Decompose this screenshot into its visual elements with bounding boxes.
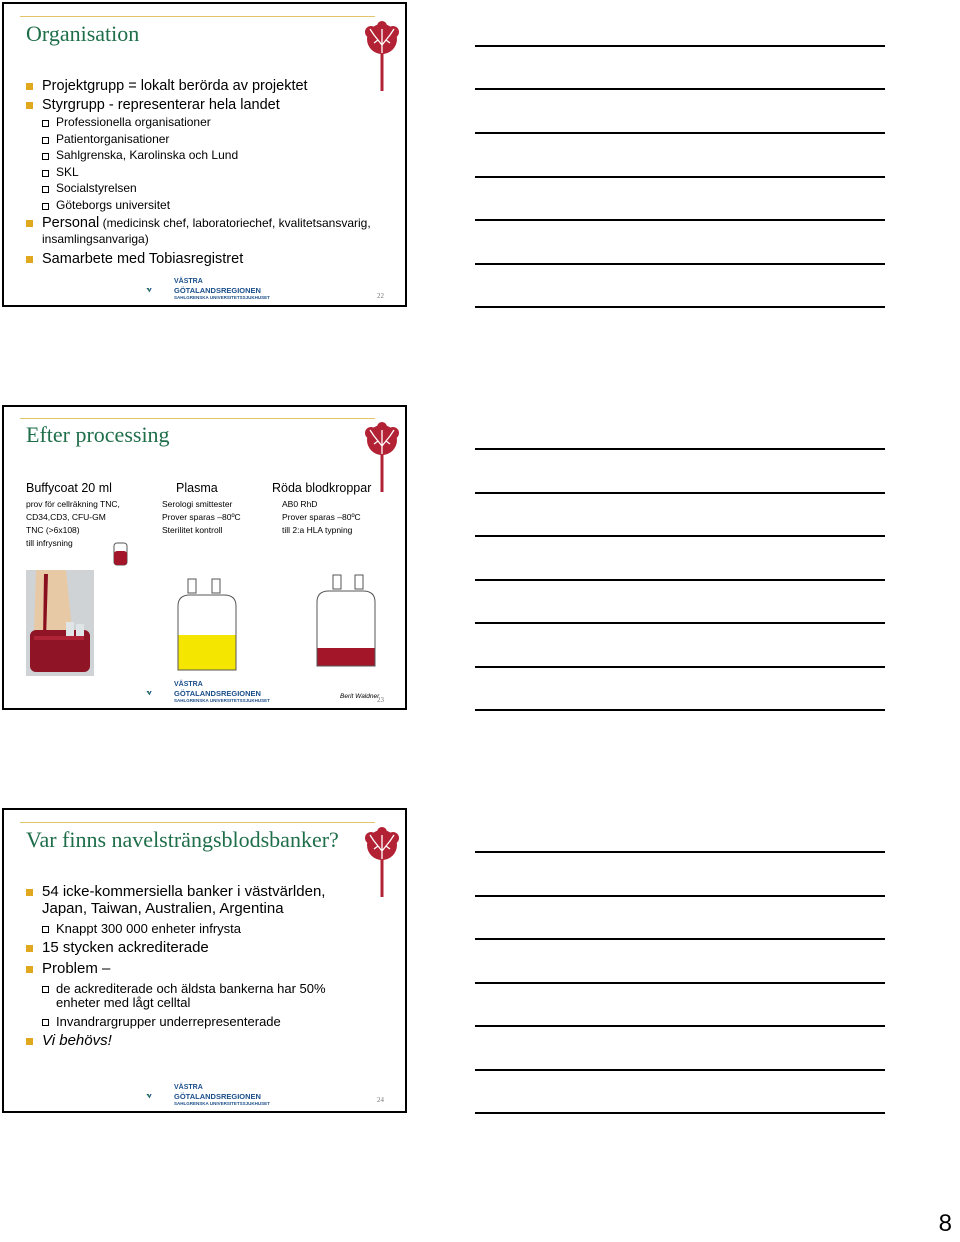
vgr-logo-line1: VÄSTRA (174, 278, 203, 285)
note-line (475, 851, 885, 853)
red-cells-details (282, 498, 361, 537)
vgr-logo (146, 277, 274, 303)
slide-23[interactable] (2, 405, 407, 710)
tree-logo-icon (362, 824, 402, 902)
slide-number: 23 (377, 696, 384, 704)
note-line (475, 492, 885, 494)
vgr-logo-line2: GÖTALANDSREGIONEN (174, 1092, 261, 1101)
vgr-logo-line1: VÄSTRA (174, 1084, 203, 1091)
buffycoat-heading: Buffycoat 20 ml (26, 481, 112, 495)
detail-line: CD34,CD3, CFU-GM (26, 512, 106, 522)
bullet-item: 15 stycken ackrediterade (26, 940, 365, 957)
bullet-secondary-text: (medicinsk chef, laboratoriechef, kvalitetsansvarig, insamlingsanvariga) (42, 216, 371, 247)
vgr-logo-line3: SAHLGRENSKA UNIVERSITETSSJUKHUSET (174, 295, 270, 300)
note-line (475, 219, 885, 221)
bullet-item (26, 215, 385, 247)
bullet-item: Problem – (26, 961, 365, 978)
note-line (475, 535, 885, 537)
note-line (475, 306, 885, 308)
plasma-bag-icon (174, 578, 240, 674)
bullet-item: Projektgrupp = lokalt berörda av projektet (26, 78, 385, 94)
note-line (475, 1069, 885, 1071)
sample-tube-icon (112, 542, 130, 568)
title-rule (20, 16, 375, 17)
page-number: 8 (938, 1210, 952, 1237)
slide-title: Var finns navelsträngsblodsbanker? (26, 827, 339, 852)
author-signature: Berit Waldner (340, 693, 380, 700)
note-line (475, 709, 885, 711)
sub-bullet-item: SKL (26, 166, 385, 179)
note-line (475, 622, 885, 624)
bullet-item: Vi behövs! (26, 1033, 365, 1050)
detail-line: till 2:a HLA typning (282, 525, 353, 535)
note-line (475, 176, 885, 178)
vgr-logo (146, 680, 274, 706)
plasma-details (162, 498, 241, 537)
bullet-list (26, 78, 385, 267)
note-line (475, 579, 885, 581)
slide-number: 22 (377, 292, 384, 300)
note-line (475, 895, 885, 897)
note-line (475, 666, 885, 668)
sub-bullet-item: Patientorganisationer (26, 133, 385, 146)
note-line (475, 1112, 885, 1114)
vgr-logo-icon (146, 1083, 174, 1109)
note-line (475, 1025, 885, 1027)
detail-line: TNC (>6x108) (26, 525, 80, 535)
detail-line: till infrysning (26, 538, 73, 548)
title-rule (20, 822, 375, 823)
slide-title: Efter processing (26, 422, 170, 447)
detail-line: Sterilitet kontroll (162, 525, 223, 535)
sub-bullet-item: de ackrediterade och äldsta bankerna har 50% enheter med lågt celltal (26, 982, 365, 1011)
detail-line: prov för cellräkning TNC, (26, 499, 120, 509)
slide-number: 24 (377, 1096, 384, 1104)
buffycoat-details (26, 498, 120, 550)
note-line (475, 132, 885, 134)
vgr-logo-line2: GÖTALANDSREGIONEN (174, 286, 261, 295)
vgr-logo-line1: VÄSTRA (174, 681, 203, 688)
vgr-logo (146, 1083, 274, 1109)
sub-bullet-item: Invandrargrupper underrepresenterade (26, 1015, 365, 1030)
bullet-item: 54 icke-kommersiella banker i västvärlden, Japan, Taiwan, Australien, Argentina (26, 884, 365, 918)
vgr-logo-line2: GÖTALANDSREGIONEN (174, 689, 261, 698)
title-rule (20, 418, 375, 419)
bullet-item: Samarbete med Tobiasregistret (26, 251, 385, 267)
sub-bullet-item: Professionella organisationer (26, 116, 385, 129)
blood-bag-photo (26, 570, 94, 676)
detail-line: Serologi smittester (162, 499, 233, 509)
detail-line: Prover sparas –80ºC (162, 512, 241, 522)
note-line (475, 45, 885, 47)
slide-22[interactable] (2, 2, 407, 307)
red-cells-heading: Röda blodkroppar (272, 481, 372, 495)
note-line (475, 982, 885, 984)
note-line (475, 88, 885, 90)
red-cells-bag-icon (313, 574, 379, 670)
sub-bullet-item: Göteborgs universitet (26, 199, 385, 212)
note-line (475, 263, 885, 265)
bullet-item: Styrgrupp - representerar hela landet (26, 97, 385, 113)
detail-line: Prover sparas –80ºC (282, 512, 361, 522)
plasma-heading: Plasma (176, 481, 218, 495)
slide-title: Organisation (26, 21, 140, 46)
slide-24[interactable] (2, 808, 407, 1113)
sub-bullet-item: Socialstyrelsen (26, 182, 385, 195)
vgr-logo-icon (146, 277, 174, 303)
detail-line: AB0 RhD (282, 499, 318, 509)
note-line (475, 938, 885, 940)
vgr-logo-line3: SAHLGRENSKA UNIVERSITETSSJUKHUSET (174, 698, 270, 703)
sub-bullet-item: Knappt 300 000 enheter infrysta (26, 922, 365, 937)
note-line (475, 448, 885, 450)
bullet-list (26, 884, 365, 1050)
vgr-logo-icon (146, 680, 174, 706)
sub-bullet-item: Sahlgrenska, Karolinska och Lund (26, 149, 385, 162)
vgr-logo-line3: SAHLGRENSKA UNIVERSITETSSJUKHUSET (174, 1101, 270, 1106)
bullet-main-text: Personal (42, 215, 100, 232)
